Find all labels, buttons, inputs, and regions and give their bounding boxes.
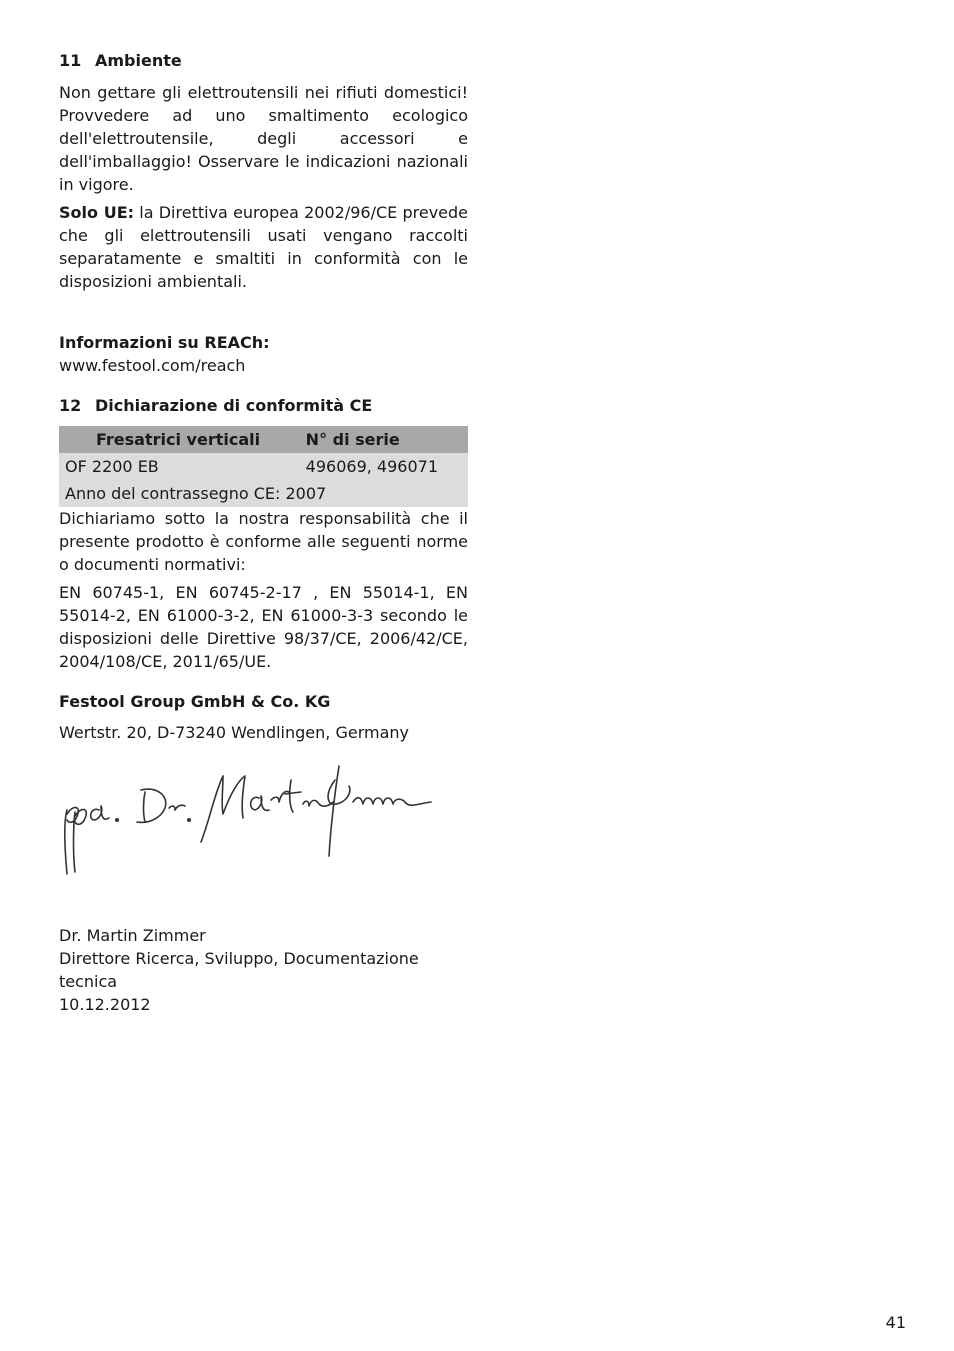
eu-label: Solo UE: xyxy=(59,203,135,222)
table-header-cell: Fresatrici verticali xyxy=(59,426,306,453)
reach-url: www.festool.com/reach xyxy=(59,356,246,375)
table-cell: 496069, 496071 xyxy=(306,453,468,480)
table-header-cell: N° di serie xyxy=(306,426,468,453)
page-column xyxy=(59,50,468,1016)
section-11-heading xyxy=(59,50,468,72)
eu-paragraph xyxy=(59,201,468,293)
section-title: Ambiente xyxy=(95,51,182,70)
page-number: 41 xyxy=(885,1313,906,1332)
signatory-name: Dr. Martin Zimmer xyxy=(59,926,206,945)
eu-text: la Direttiva europea 2002/96/CE prevede che gli elettroutensili usati vengano raccolti separatamente e smaltiti in conformità con le disposizioni ambientali. xyxy=(59,203,468,291)
table-header-row xyxy=(59,426,468,453)
table-row xyxy=(59,480,468,507)
standards-paragraph: EN 60745-1, EN 60745-2-17 , EN 55014-1, EN 55014-2, EN 61000-3-2, EN 61000-3-3 secondo le disposizioni delle Direttive 98/37/CE, 2006/42/CE, 2004/108/CE, 2011/65/UE. xyxy=(59,583,468,671)
table-cell: Anno del contrassegno CE: 2007 xyxy=(59,480,468,507)
declaration-paragraph: Dichiariamo sotto la nostra responsabilità che il presente prodotto è conforme alle seguenti norme o documenti normativi: xyxy=(59,509,468,574)
signature-image xyxy=(53,762,468,886)
company-address: Wertstr. 20, D-73240 Wendlingen, Germany xyxy=(59,723,409,742)
signatory-role: Direttore Ricerca, Sviluppo, Documentazione tecnica xyxy=(59,949,419,991)
company-name: Festool Group GmbH & Co. KG xyxy=(59,692,331,711)
conformity-table xyxy=(59,426,468,507)
table-cell: OF 2200 EB xyxy=(59,453,306,480)
table-row xyxy=(59,453,468,480)
reach-label: Informazioni su REACh: xyxy=(59,333,270,352)
signature-date: 10.12.2012 xyxy=(59,995,151,1014)
section-12-heading xyxy=(59,395,468,417)
handwritten-signature xyxy=(53,762,443,882)
section-title: Dichiarazione di conformità CE xyxy=(95,396,373,415)
disposal-paragraph: Non gettare gli elettroutensili nei rifiuti domestici! Provvedere ad uno smaltimento ecologico dell'elettroutensile, degli accessori e dell'imballaggio! Osservare le indicazioni nazionali in vigore. xyxy=(59,83,468,194)
section-number: 11 xyxy=(59,51,82,70)
section-number: 12 xyxy=(59,396,82,415)
